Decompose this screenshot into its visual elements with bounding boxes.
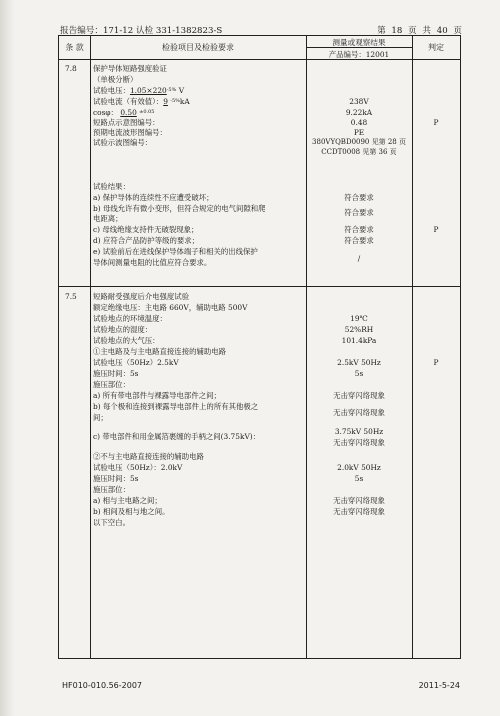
s75-part1-a: a) 所有带电部件与裸露导电部件之间； bbox=[93, 391, 221, 400]
s78-voltage-unit: V bbox=[178, 86, 185, 95]
report-number: 报告编号：171-12 认检 331-1382823-S bbox=[60, 26, 223, 36]
s75-v2-result: 2.0kV 50Hz bbox=[337, 463, 381, 472]
test-table bbox=[58, 35, 461, 659]
s75-t1-result: 5s bbox=[354, 369, 364, 378]
s78-wave-test-label: 试验示波图编号： bbox=[93, 138, 153, 147]
s78-check-d: 符合要求 bbox=[344, 236, 374, 245]
report-date: 2011-5-24 bbox=[418, 681, 460, 690]
s78-result-item-c: c) 母线绝缘支持件无破裂现象； bbox=[93, 225, 199, 234]
s78-result-item-a: a) 保护导体的连续性不应遭受破坏； bbox=[93, 193, 214, 202]
s78-verdict: P bbox=[433, 118, 439, 127]
s75-aux-title: ②不与主电路直接连接的辅助电路 bbox=[93, 452, 204, 461]
s78-result-item-e2: 导体间测量电阻的比值应符合要求。 bbox=[93, 258, 212, 267]
header-result: 测量或观察结果 bbox=[332, 38, 386, 47]
s78-result-voltage: 238V bbox=[349, 97, 369, 106]
s78-check-e: / bbox=[357, 254, 361, 263]
s78-cos bbox=[93, 108, 154, 117]
scan-binding-shadow bbox=[0, 0, 14, 716]
s75-v1-result: 2.5kV 50Hz bbox=[337, 358, 381, 367]
s78-results-title: 试验结果： bbox=[93, 182, 130, 191]
clause-7-8: 7.8 bbox=[65, 64, 77, 73]
s78-subtitle: （单极分断） bbox=[93, 75, 138, 84]
s75-r1c-result: 无击穿闪络现象 bbox=[333, 438, 385, 447]
s78-result-wave-pre: 380VYQBD0090 见第 28 页 bbox=[312, 138, 406, 146]
header-item: 检验项目及检验要求 bbox=[162, 43, 234, 52]
s78-cos-tolerance: ±0.05 bbox=[139, 109, 155, 115]
s78-voltage-value: 1.05×220 bbox=[129, 86, 167, 95]
s75-t2-label: 施压时间：5s bbox=[93, 474, 139, 483]
s75-r1c-value: 3.75kV 50Hz bbox=[334, 427, 384, 436]
s75-t2-result: 5s bbox=[354, 474, 364, 483]
header-verdict: 判定 bbox=[428, 43, 444, 52]
s78-results-verdict: P bbox=[433, 225, 439, 234]
s75-temp-label: 试验地点的环境温度： bbox=[93, 314, 167, 323]
s75-title: 短路耐受强度后介电强度试验 bbox=[93, 292, 190, 301]
s75-result-hum: 52%RH bbox=[344, 325, 374, 334]
s78-current-unit: kA bbox=[179, 97, 190, 106]
clause-column-line bbox=[90, 36, 91, 658]
s78-check-b: 符合要求 bbox=[344, 208, 374, 217]
s75-v2-label: 试验电压（50Hz）：2.0kV bbox=[93, 463, 183, 472]
s75-v1-label: 试验电压（50Hz）2.5kV bbox=[93, 358, 179, 367]
s78-check-a: 符合要求 bbox=[344, 193, 374, 202]
s78-result-cos: 0.48 bbox=[350, 118, 368, 127]
s75-part1-b: b) 每个极和连接到裸露导电部件上的所有其他极之 bbox=[93, 402, 259, 411]
clause-7-5: 7.5 bbox=[65, 292, 77, 301]
s75-result-press: 101.4kPa bbox=[341, 336, 377, 345]
s75-r2a: 无击穿闪络现象 bbox=[333, 496, 385, 505]
s75-verdict: P bbox=[433, 358, 439, 367]
s78-check-c: 符合要求 bbox=[344, 225, 374, 234]
verdict-column-line bbox=[412, 36, 413, 658]
s78-result-item-e1: e) 试验前后在进线保护导体端子和相关的出线保护 bbox=[93, 247, 258, 256]
s78-result-item-b2: 电距离； bbox=[93, 214, 123, 223]
page-number: 第 18 页 共 40 页 bbox=[377, 26, 462, 36]
s75-r2b: 无击穿闪络现象 bbox=[333, 507, 385, 516]
form-number: HF010-010.56-2007 bbox=[62, 681, 143, 690]
s75-parts2-label: 施压部位： bbox=[93, 485, 130, 494]
s78-voltage-label: 试验电压： bbox=[93, 86, 130, 95]
s75-hum-label: 试验地点的湿度： bbox=[93, 325, 153, 334]
s75-rated: 额定绝缘电压：主电路 660V，辅助电路 500V bbox=[93, 303, 248, 312]
s78-result-item-d: d) 应符合产品防护等级的要求； bbox=[93, 236, 200, 245]
s78-title: 保护导体短路强度验证 bbox=[93, 64, 167, 73]
s78-wave-pre-label: 预期电流波形图编号： bbox=[93, 128, 167, 137]
s78-current-value: 9 bbox=[163, 97, 168, 106]
s75-part2-b: b) 相间及相与地之间。 bbox=[93, 507, 170, 516]
s75-r1a: 无击穿闪络现象 bbox=[333, 391, 385, 400]
s78-cos-value: 0.50 bbox=[120, 108, 137, 117]
s78-current-tolerance: -5% bbox=[170, 98, 180, 104]
s75-t1-label: 施压时间：5s bbox=[93, 369, 139, 378]
s75-result-temp: 19℃ bbox=[350, 314, 368, 323]
s78-result-wave-test: CCDT0008 见第 36 页 bbox=[321, 148, 397, 156]
s75-part2-a: a) 相与主电路之间； bbox=[93, 496, 162, 505]
header-clause: 条 款 bbox=[65, 43, 84, 52]
header-product-no: 产品编号：12001 bbox=[328, 50, 390, 59]
s78-result-current: 9.22kA bbox=[345, 108, 373, 117]
s78-result-diagram: PE bbox=[353, 128, 365, 137]
s75-part1-b2: 间； bbox=[93, 413, 108, 422]
s78-voltage-tolerance: -5% bbox=[166, 87, 177, 93]
s78-voltage bbox=[93, 86, 184, 95]
s75-parts1-label: 施压部位： bbox=[93, 380, 130, 389]
s75-main-title: ①主电路及与主电路直接连接的辅助电路 bbox=[93, 347, 227, 356]
s78-cos-label: cosφ： bbox=[93, 108, 118, 117]
s78-diagram-label: 短路点示意图编号： bbox=[93, 118, 160, 127]
s78-current-label: 试验电流（有效值）： bbox=[93, 97, 164, 106]
s78-result-item-b1: b) 母线允许有微小变形，但符合规定的电气间隙和爬 bbox=[93, 204, 266, 213]
s75-press-label: 试验地点的大气压： bbox=[93, 336, 160, 345]
s75-r1b: 无击穿闪络现象 bbox=[333, 408, 385, 417]
section-divider bbox=[59, 286, 460, 287]
s75-part1-c: c) 带电部件和用金属箔裹缠的手柄之间(3.75kV)： bbox=[93, 432, 261, 441]
s78-current bbox=[93, 97, 190, 106]
s75-end-note: 以下空白。 bbox=[93, 518, 130, 527]
